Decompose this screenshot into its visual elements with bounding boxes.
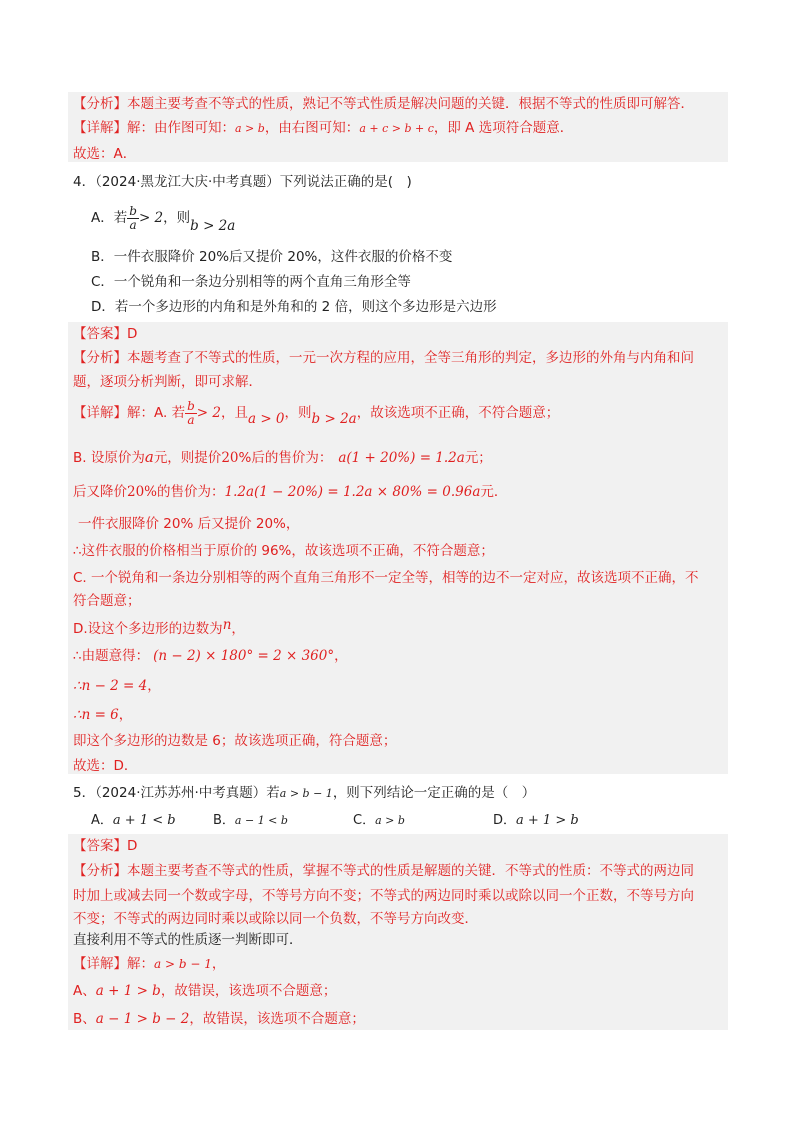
q4-detail-c1: C. 一个锐角和一条边分别相等的两个直角三角形不一定全等，相等的边不一定对应，故该选项不正确，不 — [73, 570, 699, 586]
q4-option-d: D．若一个多边形的内角和是外角和的 2 倍，则这个多边形是六边形 — [91, 299, 497, 315]
q5-answer: 【答案】D — [73, 838, 138, 854]
q4-option-c: C．一个锐角和一条边分别相等的两个直角三角形全等 — [91, 274, 411, 290]
q5-detail-b: B、a − 1 > b − 2，故错误，该选项不合题意； — [73, 1011, 365, 1027]
q5-stem: 5．（2024·江苏苏州·中考真题）若a > b − 1，则下列结论一定正确的是（ ） — [73, 785, 536, 801]
q4-detail-d2: ∴由题意得： (n − 2) × 180° = 2 × 360°， — [73, 648, 348, 664]
prev-detail: 【详解】解：由作图可知：a > b，由右图可知：a + c > b + c，即 A 选项符合题意． — [73, 120, 574, 136]
prev-analysis: 【分析】本题主要考查不等式的性质，熟记不等式性质是解决问题的关键．根据不等式的性质即可解答． — [73, 96, 694, 112]
q4-detail-b3: 一件衣服降价 20% 后又提价 20%， — [78, 516, 300, 532]
q5-analysis-1: 【分析】本题主要考查不等式的性质，掌握不等式的性质是解题的关键．不等式的性质：不等式的两边同 — [73, 863, 694, 879]
q4-analysis-2: 题，逐项分析判断，即可求解． — [73, 374, 262, 390]
q5-detail-a: A、a + 1 > b，故错误，该选项不合题意； — [73, 983, 337, 999]
q5-option-c: C．a > b — [353, 813, 405, 828]
q5-analysis-3: 不变；不等式的两边同时乘以或除以同一个负数，不等号方向改变． — [73, 911, 478, 927]
q4-option-b: B．一件衣服降价 20%后又提价 20%，这件衣服的价格不变 — [91, 249, 453, 265]
prev-conclusion: 故选：A． — [73, 146, 137, 162]
q4-detail-a: 【详解】解：A. 若 $\frac{b}{a}$ > 2，且a > 0，则b > 2a，故该选项不正确，不符合题意； — [73, 398, 560, 427]
q5-option-d: D．a + 1 > b — [493, 813, 579, 828]
q4-detail-b2: 后又降价20%的售价为：1.2a(1 − 20%) = 1.2a × 80% = 0.96a元． — [73, 484, 508, 500]
q5-detail: 【详解】解：a > b − 1， — [73, 956, 226, 972]
q4-detail-b1: B. 设原价为a元，则提价20%后的售价为： a(1 + 20%) = 1.2a元； — [73, 448, 492, 466]
q4-detail-c2: 符合题意； — [73, 593, 141, 609]
q5-option-a: A．a + 1 < b — [91, 813, 176, 828]
q4-detail-d1: D.设这个多边形的边数为n， — [73, 617, 245, 637]
q4-answer: 【答案】D — [73, 326, 138, 342]
q4-analysis-1: 【分析】本题考查了不等式的性质，一元一次方程的应用，全等三角形的判定，多边形的外角与内角和问 — [73, 350, 694, 366]
q5-analysis-4: 直接利用不等式的性质逐一判断即可． — [73, 932, 303, 948]
q4-detail-d3: ∴n − 2 = 4， — [73, 678, 161, 694]
q4-detail-d5: 即这个多边形的边数是 6；故该选项正确，符合题意； — [73, 733, 397, 749]
q4-stem: 4．（2024·黑龙江大庆·中考真题）下列说法正确的是( ) — [73, 174, 412, 190]
q5-analysis-2: 时加上或减去同一个数或字母，不等号方向不变；不等式的两边同时乘以或除以同一个正数，不等号方向 — [73, 888, 694, 904]
q4-detail-b4: ∴这件衣服的价格相当于原价的 96%，故该选项不正确，不符合题意； — [73, 543, 494, 559]
q4-detail-d4: ∴n = 6， — [73, 707, 133, 723]
q5-option-b: B．a − 1 < b — [213, 813, 288, 828]
q4-conclusion: 故选：D． — [73, 758, 138, 774]
q4-option-a: A．若 $\frac{b}{a}$ > 2，则b > 2a — [91, 203, 236, 234]
